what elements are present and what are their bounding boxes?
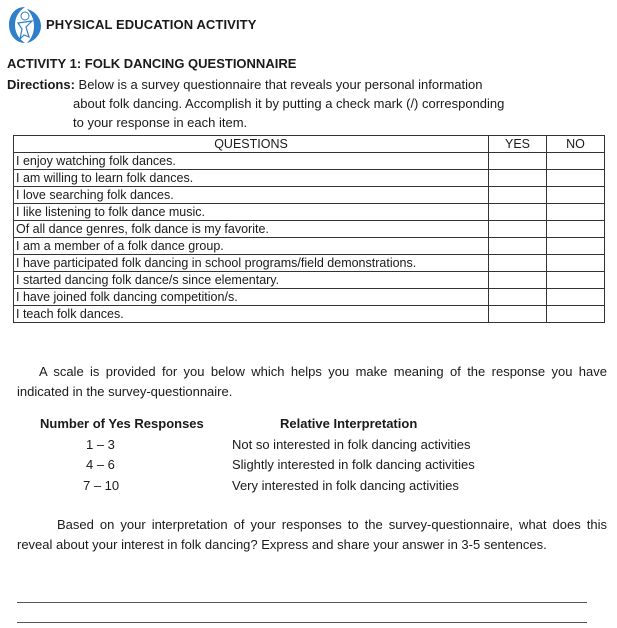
yes-cell[interactable] [489,289,547,306]
scale-col2-header: Relative Interpretation [280,416,418,431]
no-cell[interactable] [547,238,605,255]
question-text: I love searching folk dances. [14,187,489,204]
yes-cell[interactable] [489,153,547,170]
table-row [14,238,605,255]
directions [7,75,607,132]
scale-intro: A scale is provided for you below which helps you make meaning of the response you have indicated in the survey-questionnaire. [17,364,607,399]
questionnaire-table [13,135,605,323]
no-cell[interactable] [547,306,605,323]
yes-cell[interactable] [489,221,547,238]
no-cell[interactable] [547,289,605,306]
table-row [14,204,605,221]
no-cell[interactable] [547,153,605,170]
scale-interpretation: Slightly interested in folk dancing activities [232,457,475,472]
scale-range: 7 – 10 [83,478,120,493]
yes-cell[interactable] [489,204,547,221]
table-row [14,289,605,306]
table-row [14,187,605,204]
question-text: I have joined folk dancing competition/s. [14,289,489,306]
directions-line-1: Below is a survey questionnaire that reveals your personal information [78,77,483,92]
answer-line[interactable] [17,622,587,623]
table-row [14,272,605,289]
question-text: I started dancing folk dance/s since elementary. [14,272,489,289]
table-row [14,255,605,272]
directions-line-2: about folk dancing. Accomplish it by putting a check mark (/) corresponding [73,96,505,111]
yes-cell[interactable] [489,238,547,255]
yes-header: YES [489,136,547,153]
no-cell[interactable] [547,255,605,272]
yes-cell[interactable] [489,170,547,187]
scale-range: 1 – 3 [86,437,115,452]
question-text: I enjoy watching folk dances. [14,153,489,170]
table-header-row [14,136,605,153]
question-text: I teach folk dances. [14,306,489,323]
no-cell[interactable] [547,272,605,289]
no-cell[interactable] [547,204,605,221]
yes-cell[interactable] [489,255,547,272]
no-cell[interactable] [547,187,605,204]
scale-range: 4 – 6 [86,457,115,472]
header [6,5,606,45]
pe-logo-icon [6,5,44,45]
no-cell[interactable] [547,221,605,238]
question-text: I am a member of a folk dance group. [14,238,489,255]
question-text: Of all dance genres, folk dance is my favorite. [14,221,489,238]
question-text: I am willing to learn folk dances. [14,170,489,187]
no-header: NO [547,136,605,153]
table-row [14,306,605,323]
yes-cell[interactable] [489,272,547,289]
scale-interpretation: Very interested in folk dancing activities [232,478,459,493]
question-text: I like listening to folk dance music. [14,204,489,221]
questions-header: QUESTIONS [14,136,489,153]
scale-col1-header: Number of Yes Responses [40,416,204,431]
table-row [14,170,605,187]
table-row [14,221,605,238]
yes-cell[interactable] [489,187,547,204]
no-cell[interactable] [547,170,605,187]
directions-line-3: to your response in each item. [73,115,248,130]
directions-label: Directions: [7,77,75,92]
scale-interpretation: Not so interested in folk dancing activities [232,437,471,452]
header-title: PHYSICAL EDUCATION ACTIVITY [46,17,257,32]
table-row [14,153,605,170]
activity-title: ACTIVITY 1: FOLK DANCING QUESTIONNAIRE [7,56,297,71]
answer-line[interactable] [17,602,587,603]
yes-cell[interactable] [489,306,547,323]
reflection-prompt: Based on your interpretation of your responses to the survey-questionnaire, what does this reveal about your interest in folk dancing? Express and share your answer in 3-5 sentences. [17,517,607,552]
question-text: I have participated folk dancing in school programs/field demonstrations. [14,255,489,272]
